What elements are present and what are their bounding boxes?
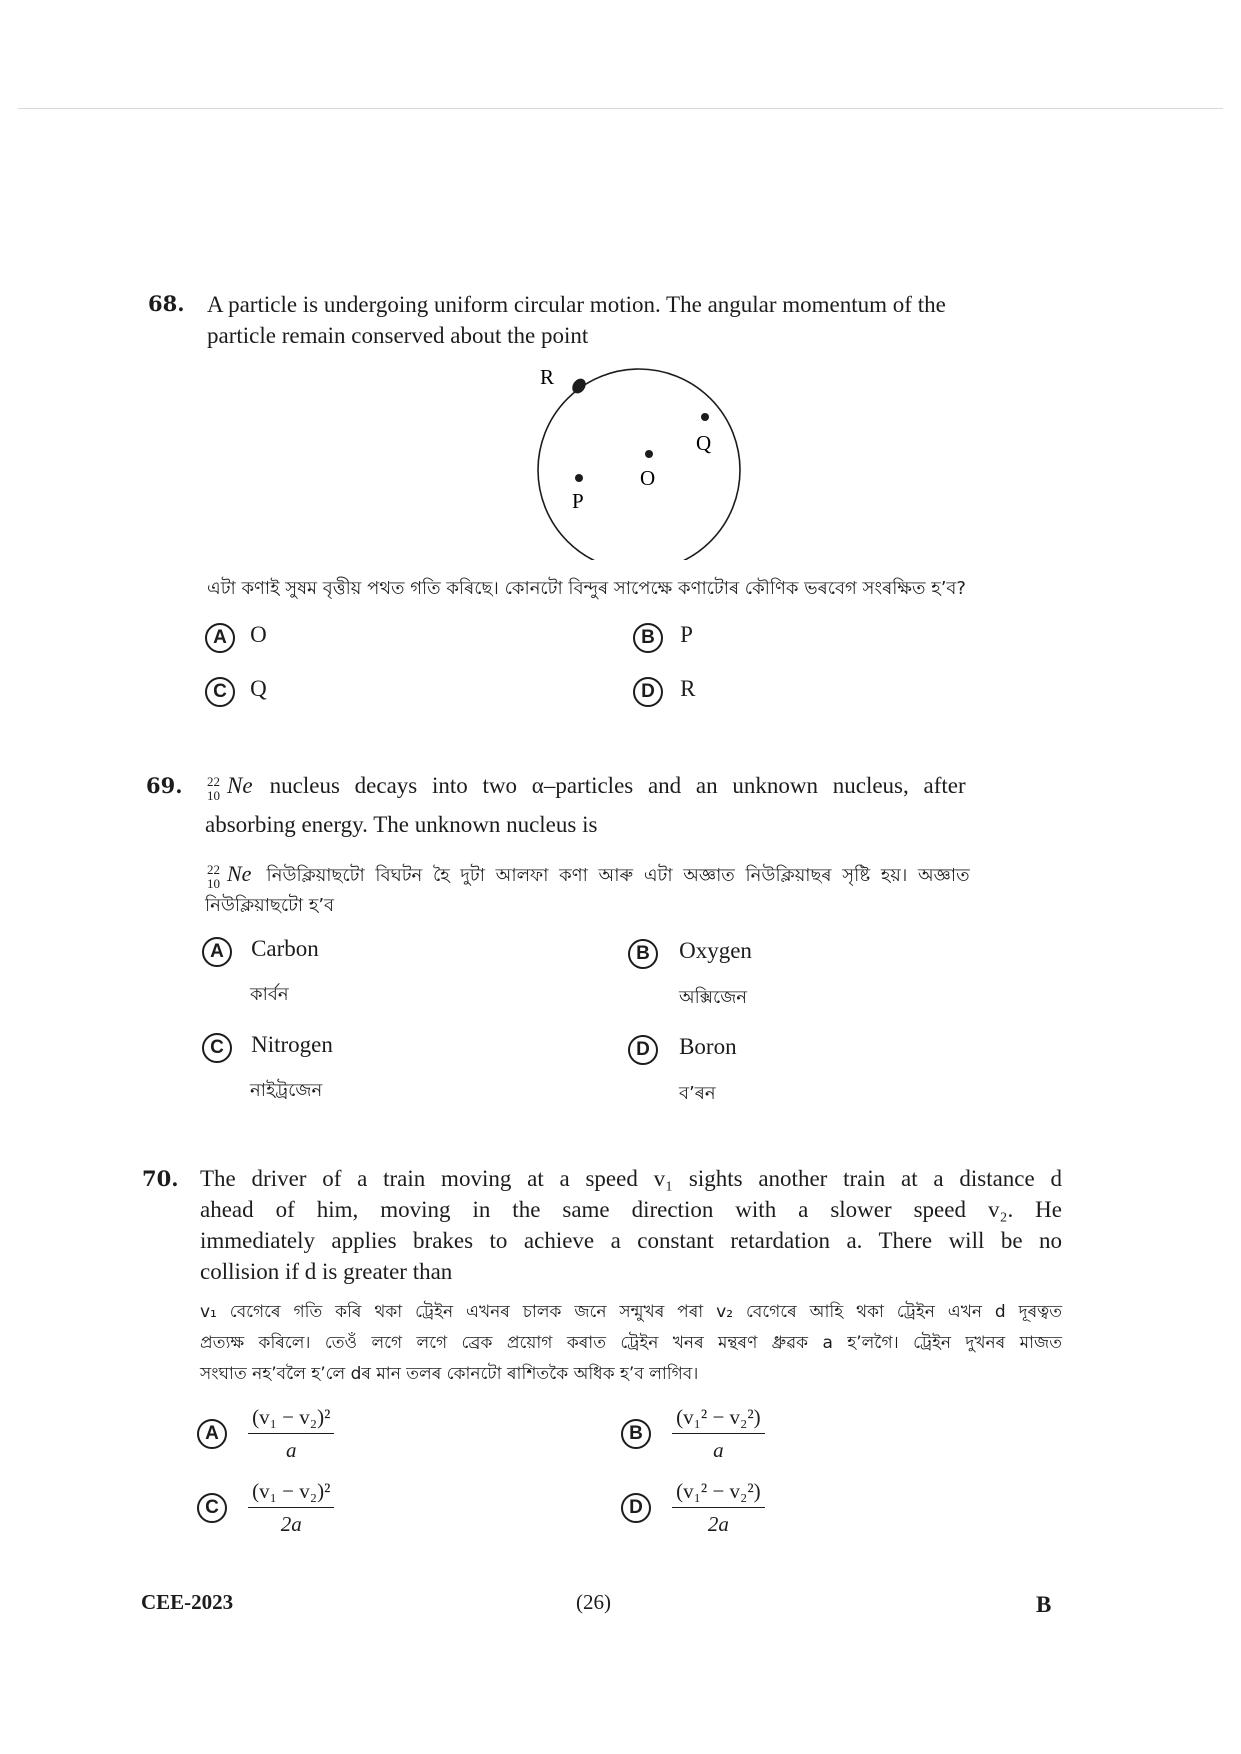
fraction-denominator: 2a <box>280 1512 302 1536</box>
q69-stem-line2: absorbing energy. The unknown nucleus is <box>205 812 598 837</box>
option-fraction <box>672 1405 765 1463</box>
label-p: P <box>572 489 584 513</box>
q70-assamese-line2: প্ৰত্যক্ষ কৰিলে। তেওঁ লগে লগে ব্ৰেক প্ৰয়োগ কৰাত ট্ৰেইন খনৰ মন্থৰণ ধ্ৰুৱক a হ’লগৈ। ট্ৰেইন দুখনৰ মাজত <box>200 1333 1062 1353</box>
q68-stem-line1: A particle is undergoing uniform circular motion. The angular momentum of the <box>207 292 946 317</box>
option-text: P <box>680 622 693 647</box>
label-q: Q <box>696 431 712 455</box>
option-text: Nitrogen <box>251 1032 333 1057</box>
particle-r-dot <box>569 376 588 396</box>
option-c-bubble[interactable]: C <box>205 677 235 707</box>
option-text: Boron <box>679 1034 737 1059</box>
question-number-70: 70. <box>142 1166 179 1191</box>
q68-assamese-stem: এটা কণাই সুষম বৃত্তীয় পথত গতি কৰিছে। কোনটো বিন্দুৰ সাপেক্ষে কণাটোৰ কৌণিক ভৰবেগ সংৰক্ষিত হ’ব? <box>207 578 966 599</box>
q69-option-c-assamese: নাইট্ৰজেন <box>250 1080 323 1101</box>
option-fraction <box>672 1479 765 1537</box>
option-fraction <box>248 1405 334 1463</box>
set-code: B <box>1036 1592 1052 1617</box>
q70-stem-line1: The driver of a train moving at a speed v₁ sights another train at a distance d <box>200 1166 1062 1191</box>
q68-option-a[interactable] <box>205 622 267 653</box>
option-text: Carbon <box>251 936 319 961</box>
q70-stem-line2: ahead of him, moving in the same direction with a slower speed v₂. He <box>200 1197 1062 1222</box>
q69-option-c[interactable] <box>202 1032 333 1063</box>
option-text: Q <box>250 676 267 701</box>
option-a-bubble[interactable]: A <box>202 937 232 967</box>
circle-path <box>538 369 740 560</box>
q69-option-d-assamese: ব’ৰন <box>679 1083 716 1104</box>
fraction-numerator: (v₁² − v₂²) <box>672 1405 765 1434</box>
question-number-69: 69. <box>146 773 183 798</box>
option-b-bubble[interactable]: B <box>628 939 658 969</box>
fraction-numerator: (v₁ − v₂)² <box>248 1479 334 1508</box>
option-d-bubble[interactable]: D <box>633 677 663 707</box>
option-a-bubble[interactable]: A <box>197 1419 227 1449</box>
fraction-denominator: a <box>713 1438 724 1462</box>
q69-assamese-text: নিউক্লিয়াছটো বিঘটন হৈ দুটা আলফা কণা আৰু এটা অজ্ঞাত নিউক্লিয়াছৰ সৃষ্টি হয়। অজ্ঞাত <box>266 865 970 886</box>
option-b-bubble[interactable]: B <box>621 1419 651 1449</box>
fraction-denominator: a <box>285 1438 297 1462</box>
atomic-number: 10 <box>207 787 220 803</box>
option-text: R <box>680 676 696 701</box>
option-fraction <box>248 1479 334 1537</box>
q70-option-c[interactable] <box>197 1479 334 1537</box>
option-c-bubble[interactable]: C <box>202 1033 232 1063</box>
label-r: R <box>540 365 555 389</box>
atomic-number: 10 <box>207 875 220 891</box>
point-p-dot <box>575 474 583 482</box>
q68-stem-line2: particle remain conserved about the point <box>207 323 589 348</box>
q70-stem-line3: immediately applies brakes to achieve a constant retardation a. There will be no <box>200 1228 1062 1253</box>
q68-option-b[interactable] <box>633 622 693 653</box>
option-b-bubble[interactable]: B <box>633 623 663 653</box>
point-q-dot <box>701 413 709 421</box>
mass-number: 22 <box>207 773 220 789</box>
question-number-68: 68. <box>148 291 185 316</box>
exam-code: CEE-2023 <box>141 1590 234 1614</box>
q68-option-d[interactable] <box>633 676 695 707</box>
q70-assamese-line1: v₁ বেগেৰে গতি কৰি থকা ট্ৰেইন এখনৰ চালক জনে সন্মুখৰ পৰা v₂ বেগেৰে আহি থকা ট্ৰেইন এখন d দূৰত্বত <box>200 1302 1062 1322</box>
option-text: O <box>250 622 267 647</box>
option-text: Oxygen <box>679 938 752 963</box>
element-symbol: Ne <box>227 861 252 886</box>
fraction-numerator: (v₁² − v₂²) <box>672 1479 765 1508</box>
option-a-bubble[interactable]: A <box>205 623 235 653</box>
fraction-denominator: 2a <box>707 1512 729 1536</box>
point-o-dot <box>645 450 653 458</box>
top-rule <box>18 108 1223 109</box>
neon-nuclide <box>205 774 227 804</box>
q70-option-a[interactable] <box>197 1405 334 1463</box>
option-c-bubble[interactable]: C <box>197 1493 227 1523</box>
q70-stem-line4: collision if d is greater than <box>200 1259 453 1284</box>
q69-option-b[interactable] <box>628 938 752 969</box>
element-symbol: Ne <box>227 773 253 798</box>
q69-stem-line1 <box>205 770 1063 804</box>
q69-option-d[interactable] <box>628 1034 737 1065</box>
q69-option-a-assamese: কাৰ্বন <box>250 984 289 1005</box>
q69-option-a[interactable] <box>202 936 319 967</box>
q69-stem-text: nucleus decays into two α–particles and an unknown nucleus, after <box>269 773 966 798</box>
q68-option-c[interactable] <box>205 676 267 707</box>
q69-option-b-assamese: অক্সিজেন <box>679 987 748 1008</box>
option-d-bubble[interactable]: D <box>621 1493 651 1523</box>
page-number: (26) <box>576 1590 611 1614</box>
fraction-numerator: (v₁ − v₂)² <box>248 1405 334 1434</box>
q70-option-d[interactable] <box>621 1479 765 1537</box>
circular-motion-diagram <box>520 360 750 560</box>
q70-option-b[interactable] <box>621 1405 765 1463</box>
q69-assamese-line1 <box>205 858 970 892</box>
neon-nuclide <box>205 862 227 892</box>
mass-number: 22 <box>207 861 220 877</box>
label-o: O <box>640 466 656 490</box>
q69-assamese-line2: নিউক্লিয়াছটো হ’ব <box>205 895 335 916</box>
option-d-bubble[interactable]: D <box>628 1035 658 1065</box>
q70-assamese-line3: সংঘাত নহ’বলৈ হ’লে dৰ মান তলৰ কোনটো ৰাশিতকৈ অধিক হ’ব লাগিব। <box>200 1364 699 1384</box>
